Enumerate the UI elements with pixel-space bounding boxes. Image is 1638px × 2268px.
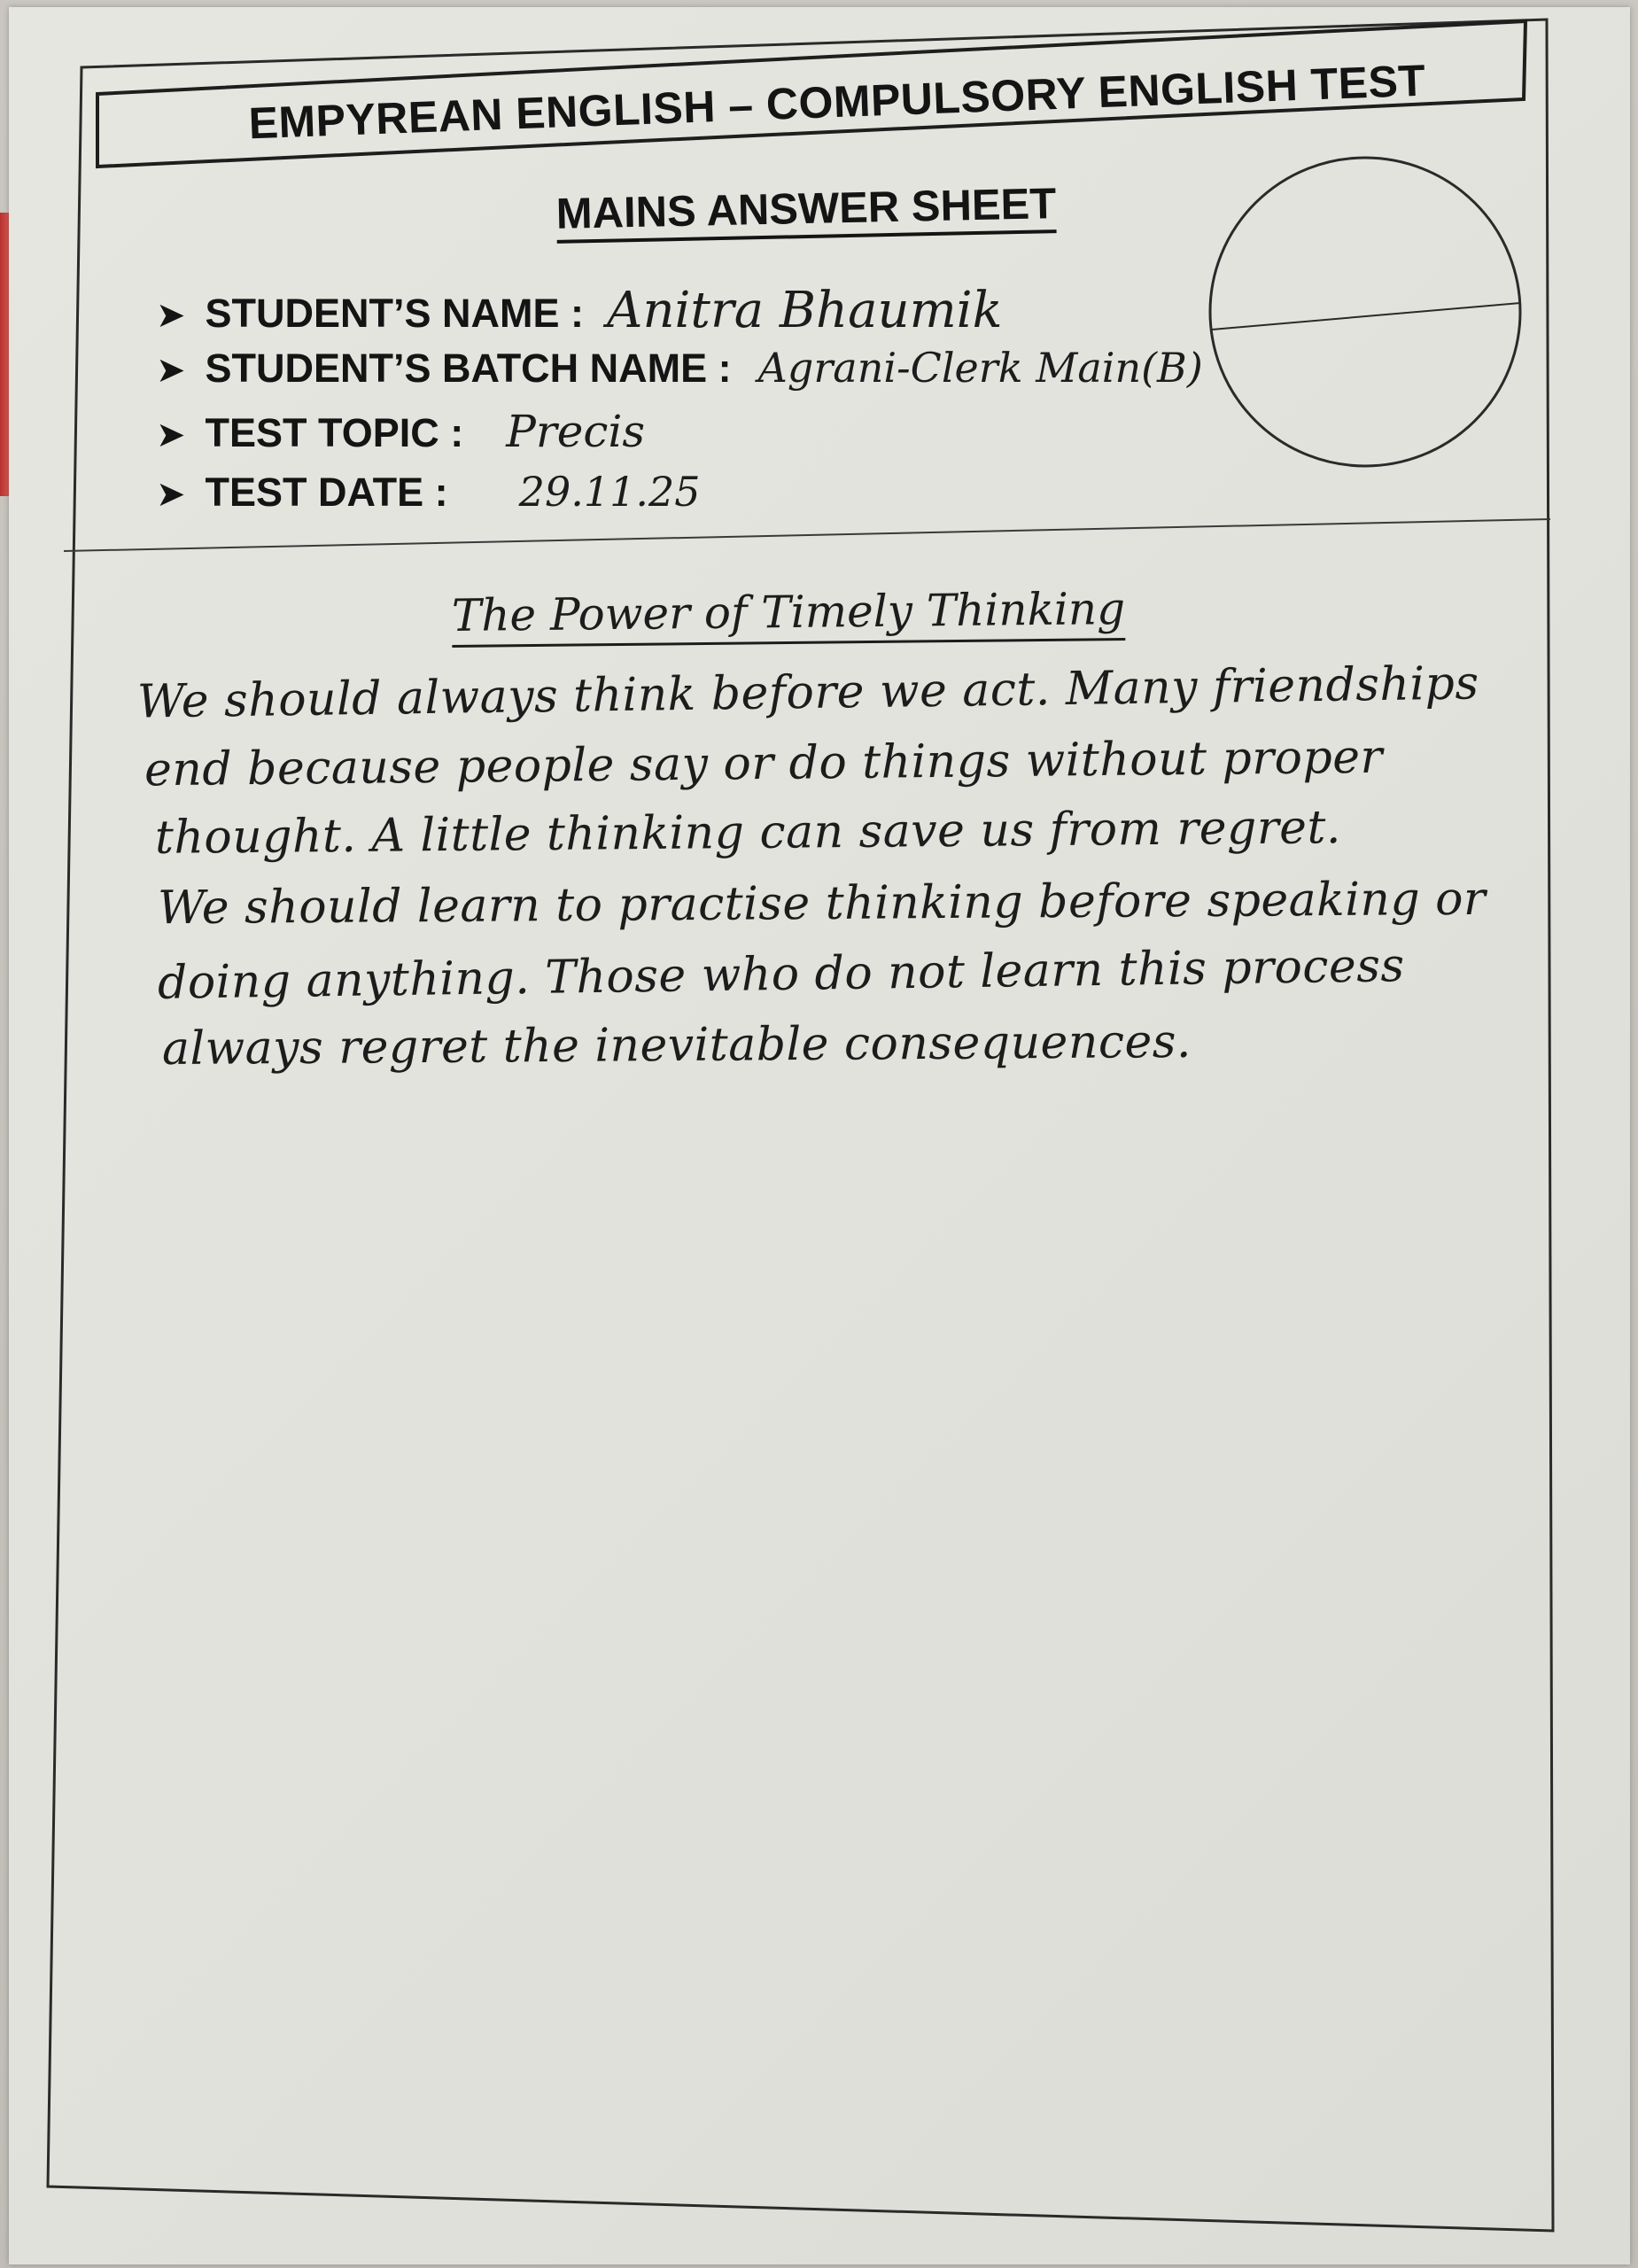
field-value-handwritten: Anitra Bhaumik (607, 282, 1003, 339)
arrow-bullet-icon: ➤ (156, 350, 186, 391)
red-surface-edge (0, 213, 9, 496)
answer-line: We should always think before we act. Many friendships (136, 656, 1479, 729)
header-title: EMPYREAN ENGLISH – COMPULSORY ENGLISH TEST (247, 55, 1427, 149)
field-student-name (156, 282, 1003, 339)
field-value-handwritten: Agrani-Clerk Main(B) (757, 344, 1203, 392)
arrow-bullet-icon: ➤ (156, 415, 186, 455)
field-label: STUDENT’S BATCH NAME : (205, 346, 732, 391)
answer-line: doing anything. Those who do not learn this process (157, 939, 1405, 1010)
field-value-handwritten: 29.11.25 (518, 468, 701, 516)
field-test-topic (156, 406, 645, 457)
answer-line: We should learn to practise thinking before speaking or (157, 872, 1487, 936)
field-value-handwritten: Precis (506, 406, 645, 457)
field-label: TEST DATE : (205, 470, 448, 515)
field-label: TEST TOPIC : (205, 410, 464, 455)
answer-title-text: The Power of Timely Thinking (452, 583, 1126, 648)
field-label: STUDENT’S NAME : (205, 291, 585, 336)
field-test-date (156, 468, 701, 516)
answer-line: thought. A little thinking can save us from regret. (154, 801, 1342, 865)
answer-line: end because people say or do things without proper (144, 730, 1384, 797)
sheet-subtitle-text: MAINS ANSWER SHEET (555, 180, 1057, 244)
field-batch-name (156, 344, 1203, 392)
arrow-bullet-icon: ➤ (156, 295, 186, 336)
answer-line: always regret the inevitable consequences. (161, 1014, 1192, 1076)
answer-title (443, 583, 1135, 641)
arrow-bullet-icon: ➤ (156, 474, 186, 515)
